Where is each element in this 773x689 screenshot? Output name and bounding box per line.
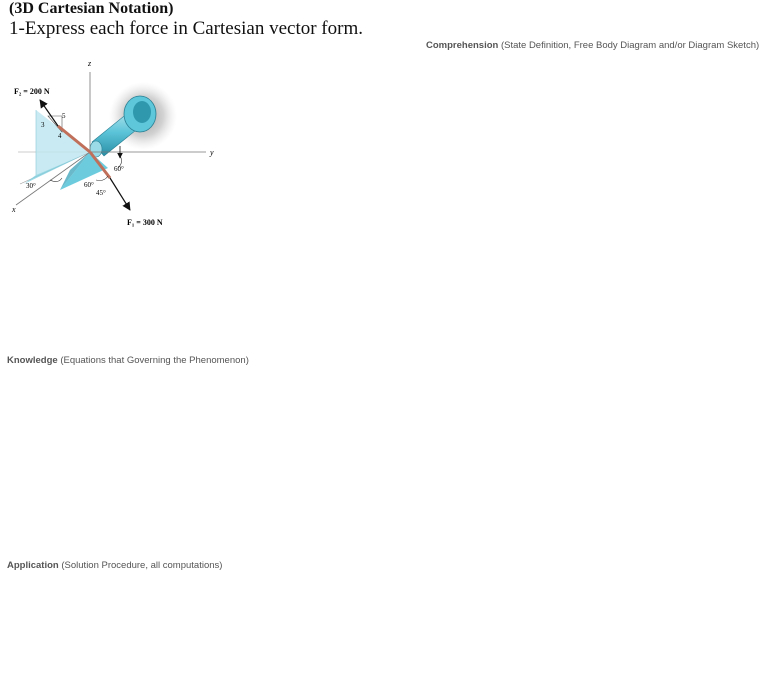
f1-arrow	[110, 178, 130, 210]
application-title: Application	[7, 560, 59, 571]
comprehension-hint: (State Definition, Free Body Diagram and/or Diagram Sketch)	[500, 40, 760, 51]
knowledge-hint: (Equations that Governing the Phenomenon)	[60, 355, 249, 366]
angle-arc-60-lower	[96, 176, 108, 181]
angle-label-60-lower: 60°	[84, 181, 94, 189]
axis-y-label: y	[210, 148, 214, 157]
application-section-label	[7, 560, 222, 571]
knowledge-section-label	[7, 355, 249, 366]
angle-label-45: 45°	[96, 189, 106, 197]
axis-z-label: z	[88, 59, 92, 68]
knowledge-title: Knowledge	[7, 355, 58, 366]
comprehension-section-label	[426, 40, 759, 51]
f2-magnitude-label: F₂ = 200 N	[14, 87, 50, 96]
axis-x-label: x	[12, 205, 16, 214]
problem-statement: 1-Express each force in Cartesian vector form.	[9, 18, 363, 39]
comprehension-title: Comprehension	[426, 40, 499, 51]
angle-label-30: 30°	[26, 182, 36, 190]
application-hint: (Solution Procedure, all computations)	[61, 560, 223, 571]
angle-label-60-upper: 60°	[114, 165, 124, 173]
slope-label-5: 5	[62, 112, 66, 120]
f1-magnitude-label: F₁ = 300 N	[127, 218, 163, 227]
slope-label-3: 3	[41, 121, 45, 129]
slope-label-4: 4	[58, 132, 62, 140]
force-diagram	[0, 50, 240, 235]
document-heading: (3D Cartesian Notation)	[9, 0, 174, 17]
